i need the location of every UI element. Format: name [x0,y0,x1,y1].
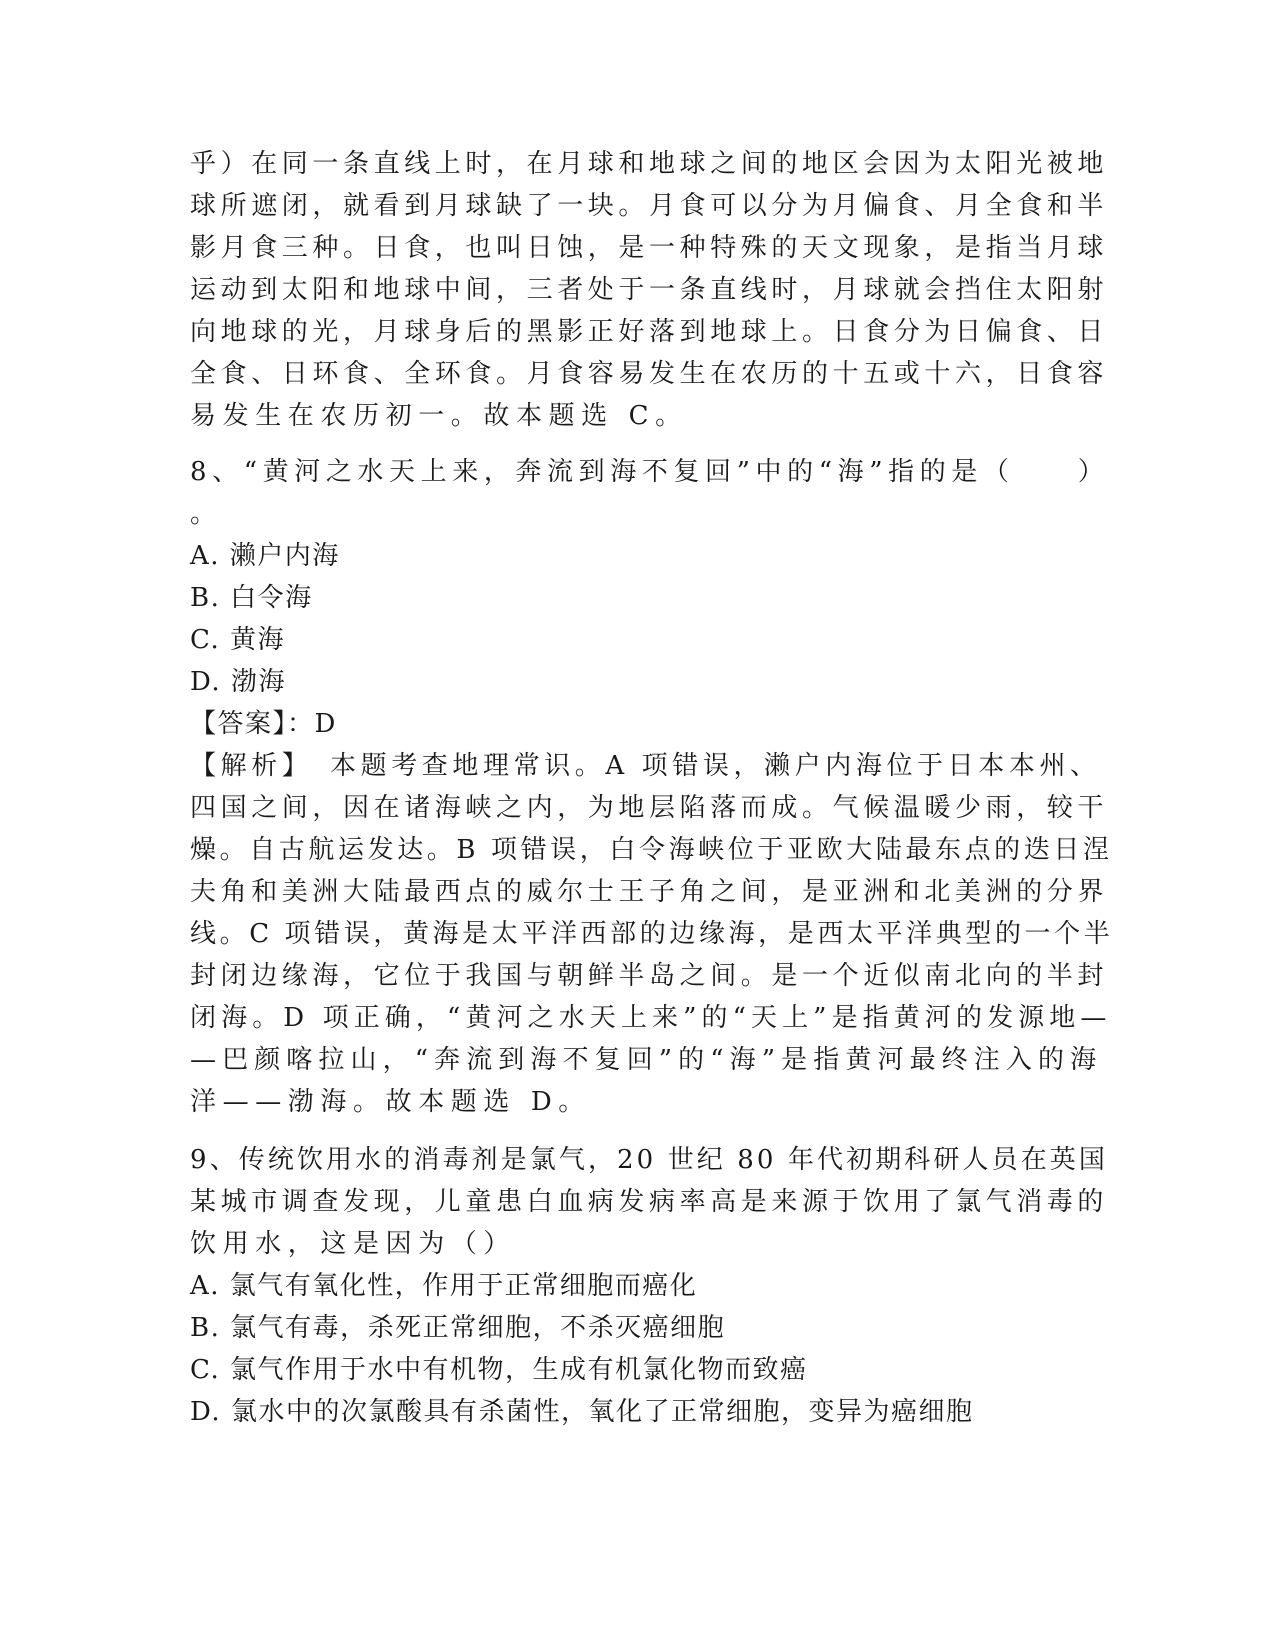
explanation-line: 全食、日环食、全环食。月食容易发生在农历的十五或十六，日食容 [190,359,1109,389]
question-8-analysis-line: 【解析】 本题考查地理常识。A 项错误，濑户内海位于日本本州、 [190,751,1101,781]
question-8-stem: 。 [190,499,218,529]
question-8-analysis-line: 四国之间，因在诸海峡之内，为地层陷落而成。气候温暖少雨，较干 [190,793,1109,823]
explanation-line: 运动到太阳和地球中间，三者处于一条直线时，月球就会挡住太阳射 [190,275,1109,305]
question-9-option-a: A. 氯气有氧化性，作用于正常细胞而癌化 [190,1271,698,1301]
explanation-line: 乎）在同一条直线上时，在月球和地球之间的地区会因为太阳光被地 [190,149,1109,179]
question-9-option-c: C. 氯气作用于水中有机物，生成有机氯化物而致癌 [190,1355,808,1385]
question-8-analysis-line: 洋——渤海。故本题选 D。 [190,1087,591,1117]
explanation-line: 影月食三种。日食，也叫日蚀，是一种特殊的天文现象，是指当月球 [190,233,1109,263]
question-8-analysis-line: 闭海。D 项正确，“黄河之水天上来”的“天上”是指黄河的发源地— [190,1003,1112,1033]
question-8-option-d: D. 渤海 [190,667,286,697]
question-8-analysis-line: 封闭边缘海，它位于我国与朝鲜半岛之间。是一个近似南北向的半封 [190,961,1109,991]
question-8-option-c: C. 黄海 [190,625,285,655]
question-9-stem: 某城市调查发现，儿童患白血病发病率高是来源于饮用了氯气消毒的 [190,1187,1109,1217]
question-8-analysis-line: —巴颜喀拉山，“奔流到海不复回”的“海”是指黄河最终注入的海 [190,1045,1103,1075]
explanation-line: 向地球的光，月球身后的黑影正好落到地球上。日食分为日偏食、日 [190,317,1109,347]
question-9-stem: 9、传统饮用水的消毒剂是氯气，20 世纪 80 年代初期科研人员在英国 [190,1145,1109,1175]
question-8-option-a: A. 濑户内海 [190,541,340,571]
explanation-line: 球所遮闭，就看到月球缺了一块。月食可以分为月偏食、月全食和半 [190,191,1109,221]
question-9-option-d: D. 氯水中的次氯酸具有杀菌性，氧化了正常细胞，变异为癌细胞 [190,1397,974,1427]
question-8-stem: 8、“黄河之水天上来，奔流到海不复回”中的“海”指的是（ ） [190,457,1110,487]
question-9-option-b: B. 氯气有毒，杀死正常细胞，不杀灭癌细胞 [190,1313,726,1343]
question-8-answer: 【答案】：D [190,709,337,739]
question-8-analysis-line: 夫角和美洲大陆最西点的威尔士王子角之间，是亚洲和北美洲的分界 [190,877,1109,907]
question-8-option-b: B. 白令海 [190,583,313,613]
question-8-analysis-line: 线。C 项错误，黄海是太平洋西部的边缘海，是西太平洋典型的一个半 [190,919,1114,949]
question-8-analysis-line: 燥。自古航运发达。B 项错误，白令海峡位于亚欧大陆最东点的迭日涅 [190,835,1113,865]
explanation-line: 易发生在农历初一。故本题选 C。 [190,401,688,431]
question-9-stem: 饮用水，这是因为（） [190,1229,517,1259]
